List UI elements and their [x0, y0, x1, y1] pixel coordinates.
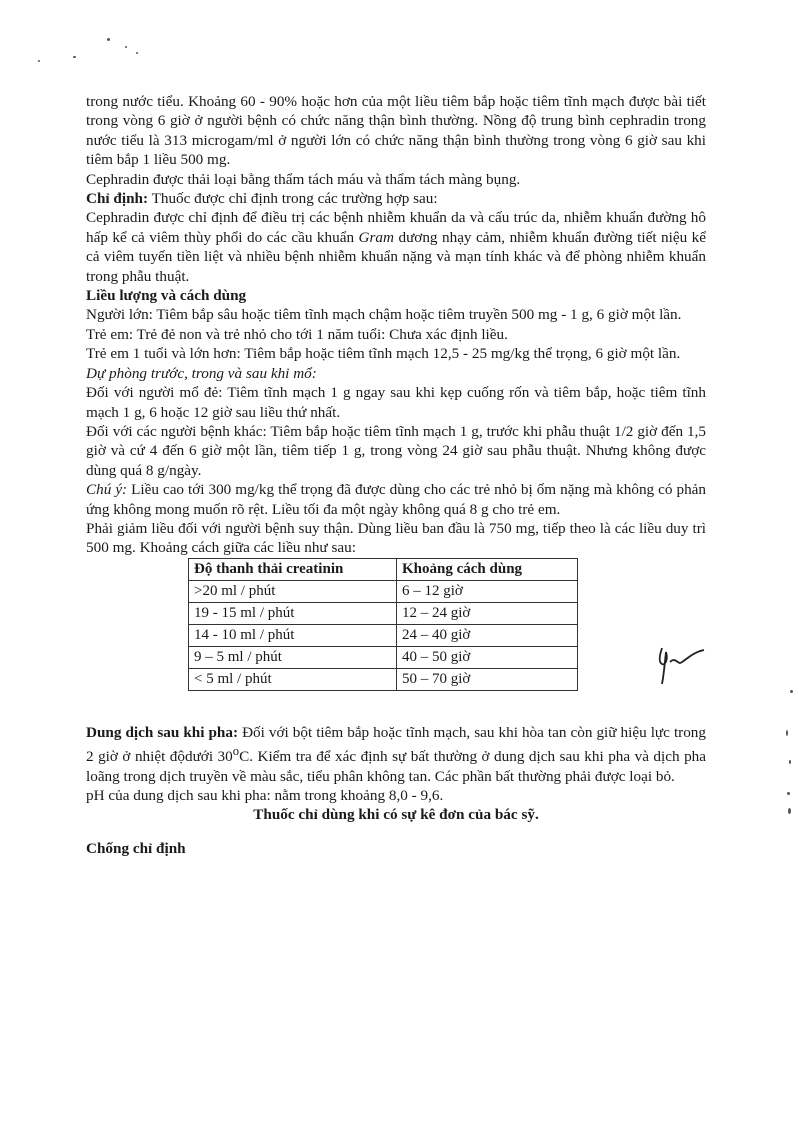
prescription-notice: Thuốc chỉ dùng khi có sự kê đơn của bác sỹ.	[253, 806, 539, 824]
table-row	[189, 668, 578, 690]
degree-symbol: o	[232, 744, 240, 759]
table-cell: 40 – 50 giờ	[397, 646, 578, 668]
table-cell: 12 – 24 giờ	[397, 602, 578, 624]
heading-indications: Chỉ định:	[86, 190, 149, 208]
table-cell: 9 – 5 ml / phút	[189, 646, 397, 668]
paragraph-note	[86, 480, 706, 519]
scan-speck	[789, 760, 791, 764]
note-text: Liều cao tới 300 mg/kg thể trọng đã được dùng cho các trẻ nhỏ bị ốm nặng mà không có phản ứng không mong muốn rõ rệt. Liều tối đa một ngày không quá 8 g cho trẻ em.	[86, 481, 707, 518]
table-row	[189, 646, 578, 668]
scan-speck	[73, 56, 76, 58]
table-header-row	[189, 558, 578, 580]
paragraph-indications-lead	[86, 189, 706, 208]
paragraph-dialysis: Cephradin được thải loại bằng thẩm tách máu và thẩm tách màng bụng.	[86, 170, 521, 188]
paragraph-ph: pH của dung dịch sau khi pha: nằm trong khoảng 8,0 - 9,6.	[86, 787, 444, 805]
table-row	[189, 580, 578, 602]
paragraph-cesarean: Đối với người mổ đẻ: Tiêm tĩnh mạch 1 g ngay sau khi kẹp cuống rốn và tiêm bắp, hoặc tiêm tĩnh mạch 1 g, 6 hoặc 12 giờ sau liều thứ nhất.	[86, 384, 706, 421]
reconstitution-text-a: Đối với bột tiêm bắp hoặc tĩnh mạch, sau khi hòa tan còn giữ hiệu lực trong 2 giờ ở nhiệt độdưới 30	[86, 723, 706, 766]
scan-speck	[790, 690, 793, 693]
table-row	[189, 624, 578, 646]
scan-speck	[786, 730, 788, 736]
table-cell: 19 - 15 ml / phút	[189, 602, 397, 624]
table-header-clearance: Độ thanh thải creatinin	[189, 558, 397, 580]
table-cell: 6 – 12 giờ	[397, 580, 578, 602]
paragraph-renal: Phải giảm liều đối với người bệnh suy thận. Dùng liều ban đầu là 750 mg, tiếp theo là các liều duy trì 500 mg. Khoảng cách giữa các liều như sau:	[86, 519, 706, 557]
indications-text-a: Cephradin được chỉ định để điều trị các bệnh nhiễm khuẩn da và cấu trúc da, nhiễm khuẩn đường hô hấp kể cả viêm thùy phổi do các cầu khuẩn	[86, 209, 706, 246]
note-label: Chú ý:	[86, 481, 128, 499]
table-cell: < 5 ml / phút	[189, 668, 397, 690]
scan-speck	[107, 38, 110, 41]
document-page	[86, 92, 706, 858]
heading-reconstitution: Dung dịch sau khi pha:	[86, 723, 239, 741]
paragraph-indications-body	[86, 208, 706, 286]
scan-speck	[788, 808, 791, 814]
heading-prophylaxis: Dự phòng trước, trong và sau khi mổ:	[86, 364, 317, 382]
spacer	[86, 691, 706, 723]
gram-term: Gram	[358, 228, 394, 246]
table-cell: 14 - 10 ml / phút	[189, 624, 397, 646]
paragraph-child-dose: Trẻ em: Trẻ đẻ non và trẻ nhỏ cho tới 1 năm tuổi: Chưa xác định liều.	[86, 325, 508, 343]
paragraph-reconstitution	[86, 723, 706, 786]
table-cell: 24 – 40 giờ	[397, 624, 578, 646]
paragraph-other-patients: Đối với các người bệnh khác: Tiêm bắp hoặc tiêm tĩnh mạch 1 g, trước khi phẫu thuật 1/2 giờ đến 1,5 giờ và cứ 4 đến 6 giờ một lần, tiêm tiếp 1 g, trong vòng 24 giờ sau phẫu thuật. Nhưng không được dùng quá 8 g/ngày.	[86, 422, 706, 479]
table-header-interval: Khoảng cách dùng	[397, 558, 578, 580]
table-cell: >20 ml / phút	[189, 580, 397, 602]
scan-speck	[787, 792, 790, 795]
table-row	[189, 602, 578, 624]
scan-speck	[38, 60, 40, 62]
paragraph-adult-dose: Người lớn: Tiêm bắp sâu hoặc tiêm tĩnh mạch chậm hoặc tiêm truyền 500 mg - 1 g, 6 giờ một lần.	[86, 306, 682, 324]
scan-speck	[125, 46, 127, 48]
scan-speck	[136, 52, 138, 54]
paragraph-excretion: trong nước tiểu. Khoảng 60 - 90% hoặc hơn của một liều tiêm bắp hoặc tiêm tĩnh mạch được bài tiết trong vòng 6 giờ ở người bệnh có chức năng thận bình thường. Nồng độ trung bình cephradin trong nước tiểu là 313 microgam/ml ở người lớn có chức năng thận bình thường trong vòng 6 giờ sau khi tiêm bắp 1 liều 500 mg.	[86, 93, 706, 169]
heading-dosage: Liều lượng và cách dùng	[86, 287, 247, 305]
indications-text-b: dương nhạy cảm, nhiễm khuẩn đường tiết niệu kể cả viêm tuyến tiền liệt và nhiều bệnh nhiễm khuẩn nặng và mạn tính khác và để phòng nhiễm khuẩn trong phẫu thuật.	[86, 228, 706, 285]
table-cell: 50 – 70 giờ	[397, 668, 578, 690]
indications-lead-text: Thuốc được chỉ định trong các trường hợp sau:	[148, 190, 438, 208]
heading-contraindications: Chống chỉ định	[86, 839, 186, 857]
spacer	[86, 825, 706, 839]
reconstitution-text-b: C. Kiểm tra để xác định sự bất thường ở dung dịch sau khi pha và dịch pha loãng trong dịch truyền về màu sắc, tiểu phân không tan. Các phần bất thường phải được loại bỏ.	[86, 748, 707, 785]
renal-dosing-table	[188, 558, 578, 691]
paragraph-older-child-dose: Trẻ em 1 tuổi và lớn hơn: Tiêm bắp hoặc tiêm tĩnh mạch 12,5 - 25 mg/kg thể trọng, 6 giờ một lần.	[86, 345, 681, 363]
